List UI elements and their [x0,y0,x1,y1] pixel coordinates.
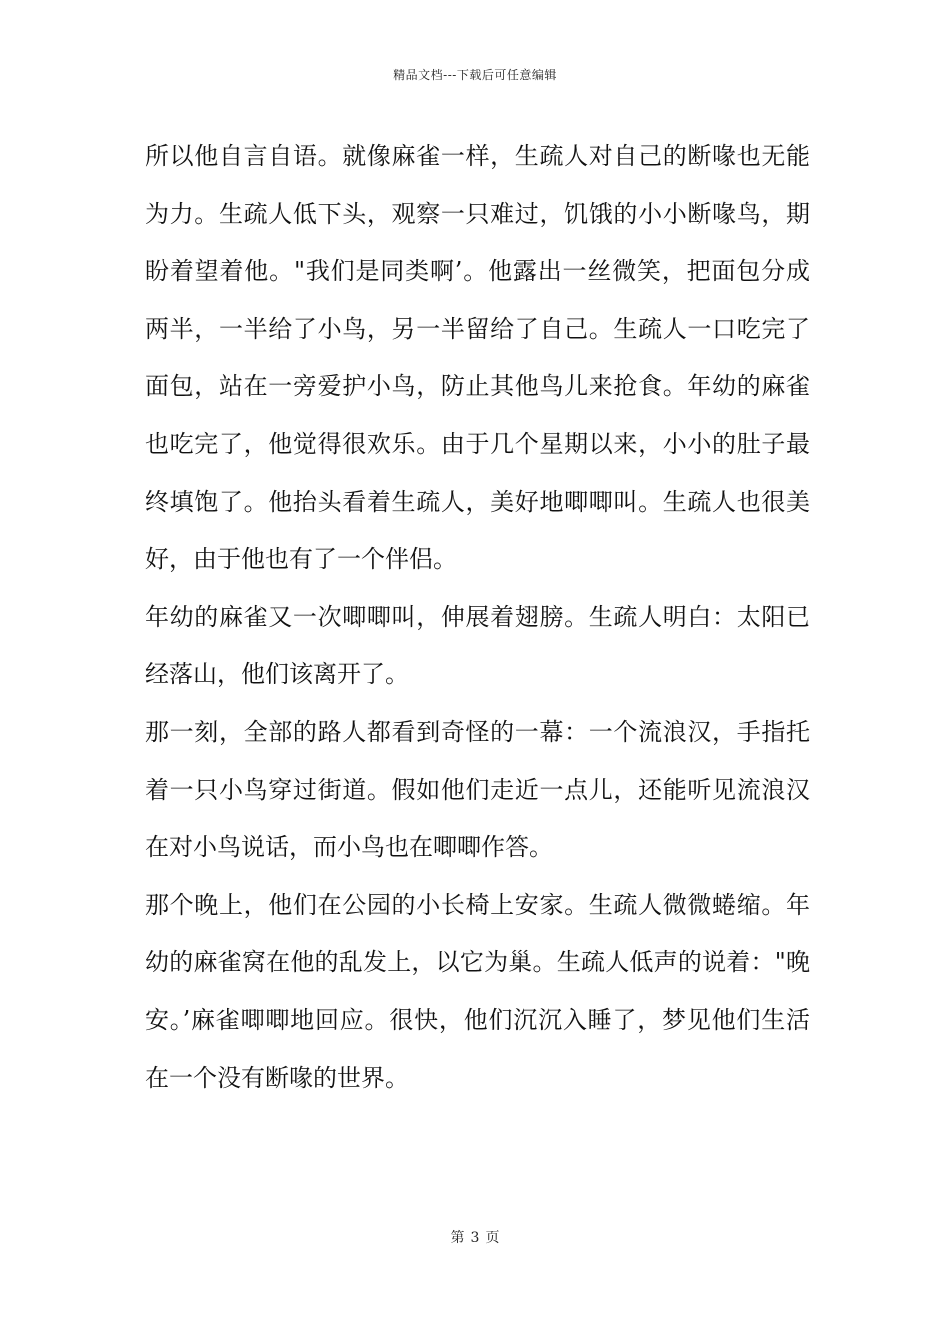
paragraph: 那一刻，全部的路人都看到奇怪的一幕：一个流浪汉，手指托着一只小鸟穿过街道。假如他们走近一点儿，还能听见流浪汉在对小鸟说话，而小鸟也在唧唧作答。 [145,717,810,862]
paragraph: 所以他自言自语。就像麻雀一样，生疏人对自己的断喙也无能为力。生疏人低下头，观察一只难过，饥饿的小小断喙鸟，期盼着望着他。"我们是同类啊’。他露出一丝微笑，把面包分成两半，一半给了小鸟，另一半留给了自己。生疏人一口吃完了面包，站在一旁爱护小鸟，防止其他鸟儿来抢食。年幼的麻雀也吃完了，他觉得很欢乐。由于几个星期以来，小小的肚子最终填饱了。他抬头看着生疏人，美好地唧唧叫。生疏人也很美好，由于他也有了一个伴侣。 [145,142,810,574]
page-footer [0,1227,950,1247]
page-number-suffix: 页 [485,1230,500,1246]
document-body [145,128,810,1107]
page-number: 3 [470,1230,480,1246]
page-header: 精品文档---下载后可任意编辑 [393,68,557,82]
paragraph: 那个晚上，他们在公园的小长椅上安家。生疏人微微蜷缩。年幼的麻雀窝在他的乱发上，以它为巢。生疏人低声的说着："晚安。’麻雀唧唧地回应。很快，他们沉沉入睡了，梦见他们生活在一个没有断喙的世界。 [145,890,810,1092]
paragraph: 年幼的麻雀又一次唧唧叫，伸展着翅膀。生疏人明白：太阳已经落山，他们该离开了。 [145,602,810,689]
page-number-prefix: 第 [450,1230,465,1246]
